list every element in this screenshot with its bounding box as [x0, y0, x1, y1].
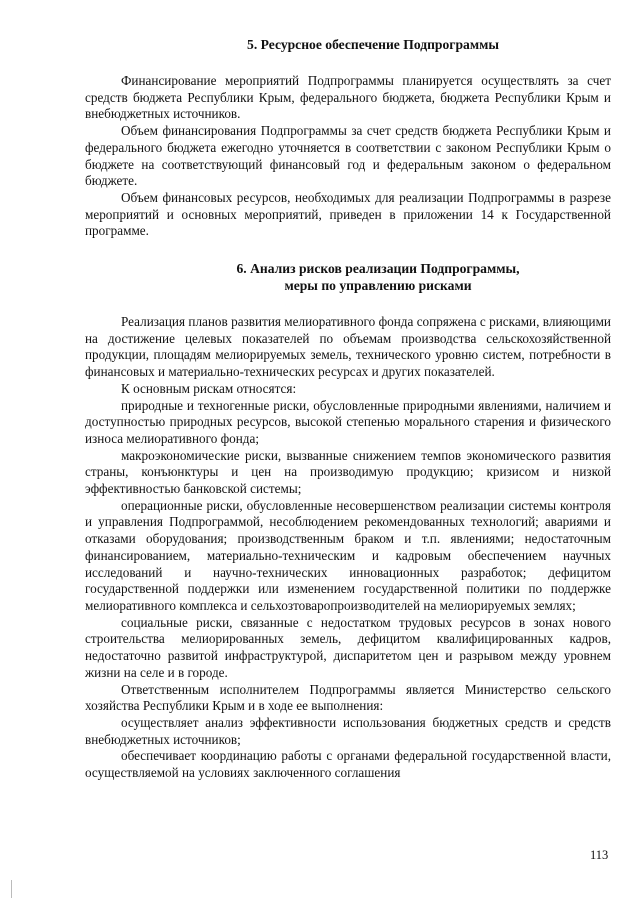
section-6-heading-line-2: меры по управлению рисками — [284, 278, 472, 294]
page-number: 113 — [590, 848, 609, 862]
scan-edge-mark — [11, 880, 12, 898]
section-5-heading: 5. Ресурсное обеспечение Подпрограммы — [247, 37, 499, 52]
document-page — [85, 30, 611, 782]
section-6-paragraph-7: Ответственным исполнителем Подпрограммы является Министерство сельского хозяйства Республики Крым и в ходе ее выполнения: — [85, 681, 611, 714]
section-6-paragraph-5: операционные риски, обусловленные несовершенством реализации системы контроля и управления Подпрограммой, несоблюдением рекомендованных технологий; авариями и отказами оборудования; производственным браком и т.п. явлениями; недостаточным финансированием, материально-техническим и кадровым обеспечением научных исследований и научно-технических инновационных разработок; дефицитом государственной поддержки или изменением государственной политики по поддержке мелиоративного комплекса и сельхозтоваропроизводителей на мелиорируемых землях; — [85, 497, 611, 613]
section-6-paragraph-6: социальные риски, связанные с недостатком трудовых ресурсов в зонах нового строительства мелиорированных земель, дефицитом квалифицированных кадров, недостаточно развитой инфраструктурой, диспаритетом цен и разрывом между уровнем жизни на селе и в городе. — [85, 614, 611, 680]
section-6-heading-line-1: 6. Анализ рисков реализации Подпрограммы, — [236, 261, 520, 277]
section-6-paragraph-1: Реализация планов развития мелиоративного фонда сопряжена с рисками, влияющими на достижение целевых показателей по объемам производства сельскохозяйственной продукции, площадям мелиорируемых земель, технического уровню систем, потребности в финансовых и материально-технических ресурсах и других показателей. — [85, 314, 611, 380]
section-6-paragraph-2: К основным рискам относятся: — [121, 380, 297, 396]
section-6-paragraph-8: осуществляет анализ эффективности использования бюджетных средств и средств внебюджетных источников; — [85, 714, 611, 747]
section-5-paragraph-1: Финансирование мероприятий Подпрограммы планируется осуществлять за счет средств бюджета Республики Крым, федерального бюджета, бюджета Республики Крым и внебюджетных источников. — [85, 73, 611, 122]
section-6-paragraph-9: обеспечивает координацию работы с органами федеральной государственной власти, осуществляемой на условиях заключенного соглашения — [85, 748, 611, 781]
section-5-paragraph-2: Объем финансирования Подпрограммы за счет средств бюджета Республики Крым и федерального бюджета ежегодно уточняется в соответствии с законом Республики Крым о бюджете на соответствующий финансовый год и федеральным законом о федеральном бюджете. — [85, 123, 611, 189]
section-6-paragraph-4: макроэкономические риски, вызванные снижением темпов экономического развития страны, конъюнктуры и цен на производимую продукцию; кризисом и низкой эффективностью банковской системы; — [85, 447, 611, 497]
section-6-heading — [145, 260, 611, 294]
section-6-paragraph-3: природные и техногенные риски, обусловленные природными явлениями, наличием и доступностью природных ресурсов, высокой степенью морального старения и физического износа мелиоративного фонда; — [85, 397, 611, 446]
section-5-paragraph-3: Объем финансовых ресурсов, необходимых для реализации Подпрограммы в разрезе мероприятий и основных мероприятий, приведен в приложении 14 к Государственной программе. — [85, 189, 611, 239]
